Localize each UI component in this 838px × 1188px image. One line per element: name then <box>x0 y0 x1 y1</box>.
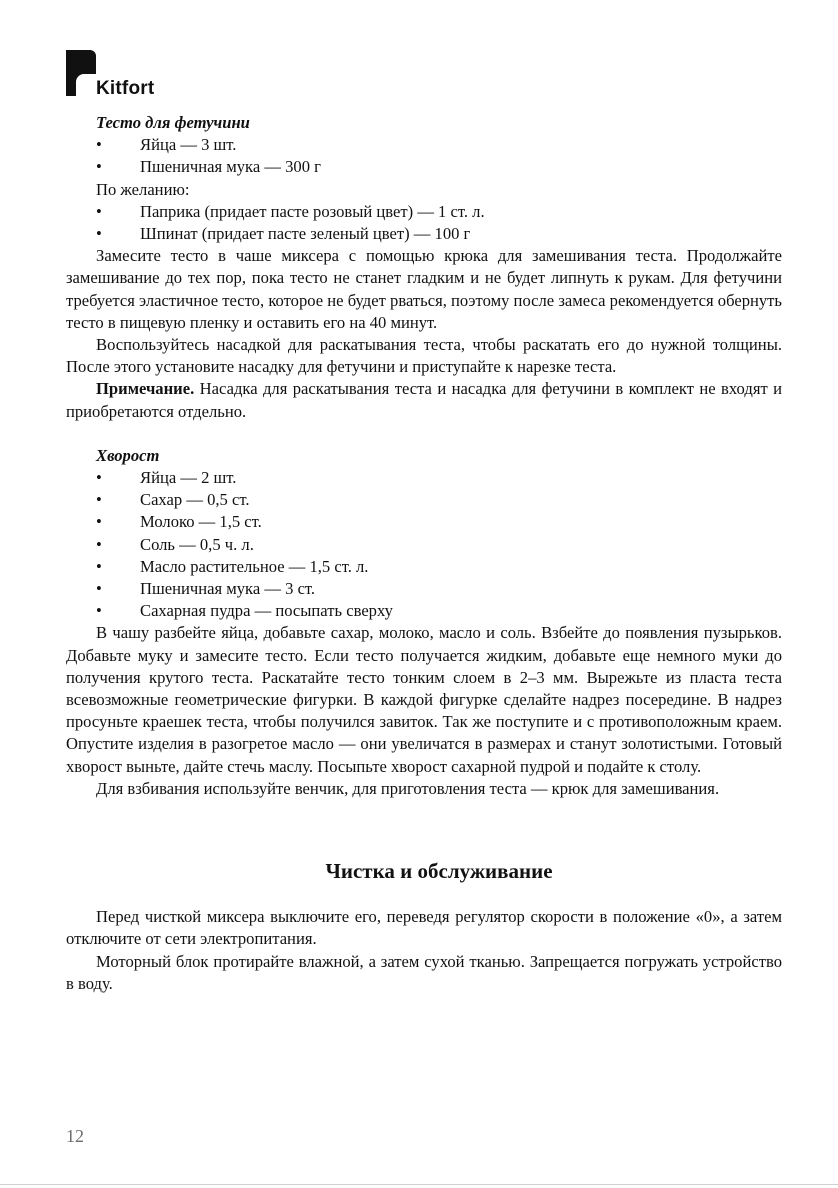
ingredient-text: Пшеничная мука — 3 ст. <box>140 579 316 599</box>
optional-ingredient-list <box>66 201 782 245</box>
bullet-icon: • <box>96 135 102 155</box>
page-edge-divider <box>0 1184 838 1185</box>
bullet-icon: • <box>96 490 102 510</box>
note-paragraph <box>66 378 782 422</box>
bullet-icon: • <box>96 468 102 488</box>
list-item <box>66 134 782 156</box>
list-item <box>66 556 782 578</box>
list-item <box>66 156 782 178</box>
ingredient-list-fettuccine <box>66 134 782 178</box>
bullet-icon: • <box>96 579 102 599</box>
recipe-title-fettuccine: Тесто для фетучини <box>96 113 250 132</box>
ingredient-text: Соль — 0,5 ч. л. <box>140 534 254 554</box>
ingredient-text: Молоко — 1,5 ст. <box>140 512 262 532</box>
paragraph: Для взбивания используйте венчик, для приготовления теста — крюк для замешивания. <box>96 778 720 798</box>
optional-label: По желанию: <box>96 179 190 199</box>
bullet-icon: • <box>96 224 102 244</box>
note-text: Насадка для раскатывания теста и насадка для фетучини в комплект не входят и приобретаются отдельно. <box>66 379 782 421</box>
ingredient-text: Масло растительное — 1,5 ст. л. <box>140 556 369 576</box>
bullet-icon: • <box>96 556 102 576</box>
ingredient-list-khvorost <box>66 467 782 622</box>
list-item <box>66 201 782 223</box>
bullet-icon: • <box>96 512 102 532</box>
brand-logo <box>66 50 176 100</box>
paragraph: Перед чисткой миксера выключите его, переведя регулятор скорости в положение «0», а затем отключите от сети электропитания. <box>66 907 782 949</box>
ingredient-text: Сахар — 0,5 ст. <box>140 490 250 510</box>
list-item <box>66 223 782 245</box>
ingredient-text: Яйца — 2 шт. <box>140 468 237 488</box>
recipe-title-khvorost: Хворост <box>96 445 160 465</box>
note-label: Примечание. <box>96 379 195 399</box>
list-item <box>66 511 782 533</box>
paragraph: Замесите тесто в чаше миксера с помощью крюка для замешивания теста. Продолжайте замешивание до тех пор, пока тесто не станет гладким и не будет липнуть к рукам. Для фетучини требуется эластичное тесто, которое не будет рваться, поэтому после замеса рекомендуется обернуть тесто в пищевую пленку и оставить его на 40 минут. <box>66 246 782 332</box>
bullet-icon: • <box>96 201 102 221</box>
ingredient-text: Яйца — 3 шт. <box>140 135 237 155</box>
brand-name: Kitfort <box>96 78 155 99</box>
bullet-icon: • <box>96 534 102 554</box>
list-item <box>66 578 782 600</box>
list-item <box>66 534 782 556</box>
bullet-icon: • <box>96 601 102 621</box>
ingredient-text: Пшеничная мука — 300 г <box>140 157 321 177</box>
paragraph: В чашу разбейте яйца, добавьте сахар, молоко, масло и соль. Взбейте до появления пузырьков. Добавьте муку и замесите тесто. Если тесто получается жидким, добавьте еще немного муки до получения крутого теста. Раскатайте тесто тонким слоем в 2–3 мм. Вырежьте из пласта теста всевозможные геометрические фигурки. В каждой фигурке сделайте надрез посередине. В надрез просуньте краешек теста, чтобы получился завиток. Так же поступите и с противоположным краем. Опустите изделия в разогретое масло — они увеличатся в размерах и станут золотистыми. Готовый хворост выньте, дайте стечь маслу. Посыпьте хворост сахарной пудрой и подайте к столу. <box>66 623 782 776</box>
list-item <box>66 489 782 511</box>
ingredient-text: Сахарная пудра — посыпать сверху <box>140 601 393 621</box>
ingredient-text: Паприка (придает пасте розовый цвет) — 1 ст. л. <box>140 201 485 221</box>
paragraph: Моторный блок протирайте влажной, а затем сухой тканью. Запрещается погружать устройство в воду. <box>66 951 782 993</box>
section-heading: Чистка и обслуживание <box>325 859 553 884</box>
paragraph: Воспользуйтесь насадкой для раскатывания теста, чтобы раскатать его до нужной толщины. После этого установите насадку для фетучини и приступайте к нарезке теста. <box>66 335 782 377</box>
bullet-icon: • <box>96 157 102 177</box>
list-item <box>66 467 782 489</box>
page-number: 12 <box>66 1126 84 1146</box>
list-item <box>66 600 782 622</box>
ingredient-text: Шпинат (придает пасте зеленый цвет) — 100 г <box>140 224 471 244</box>
kitfort-logo-icon <box>66 50 96 96</box>
page-content <box>66 112 782 995</box>
